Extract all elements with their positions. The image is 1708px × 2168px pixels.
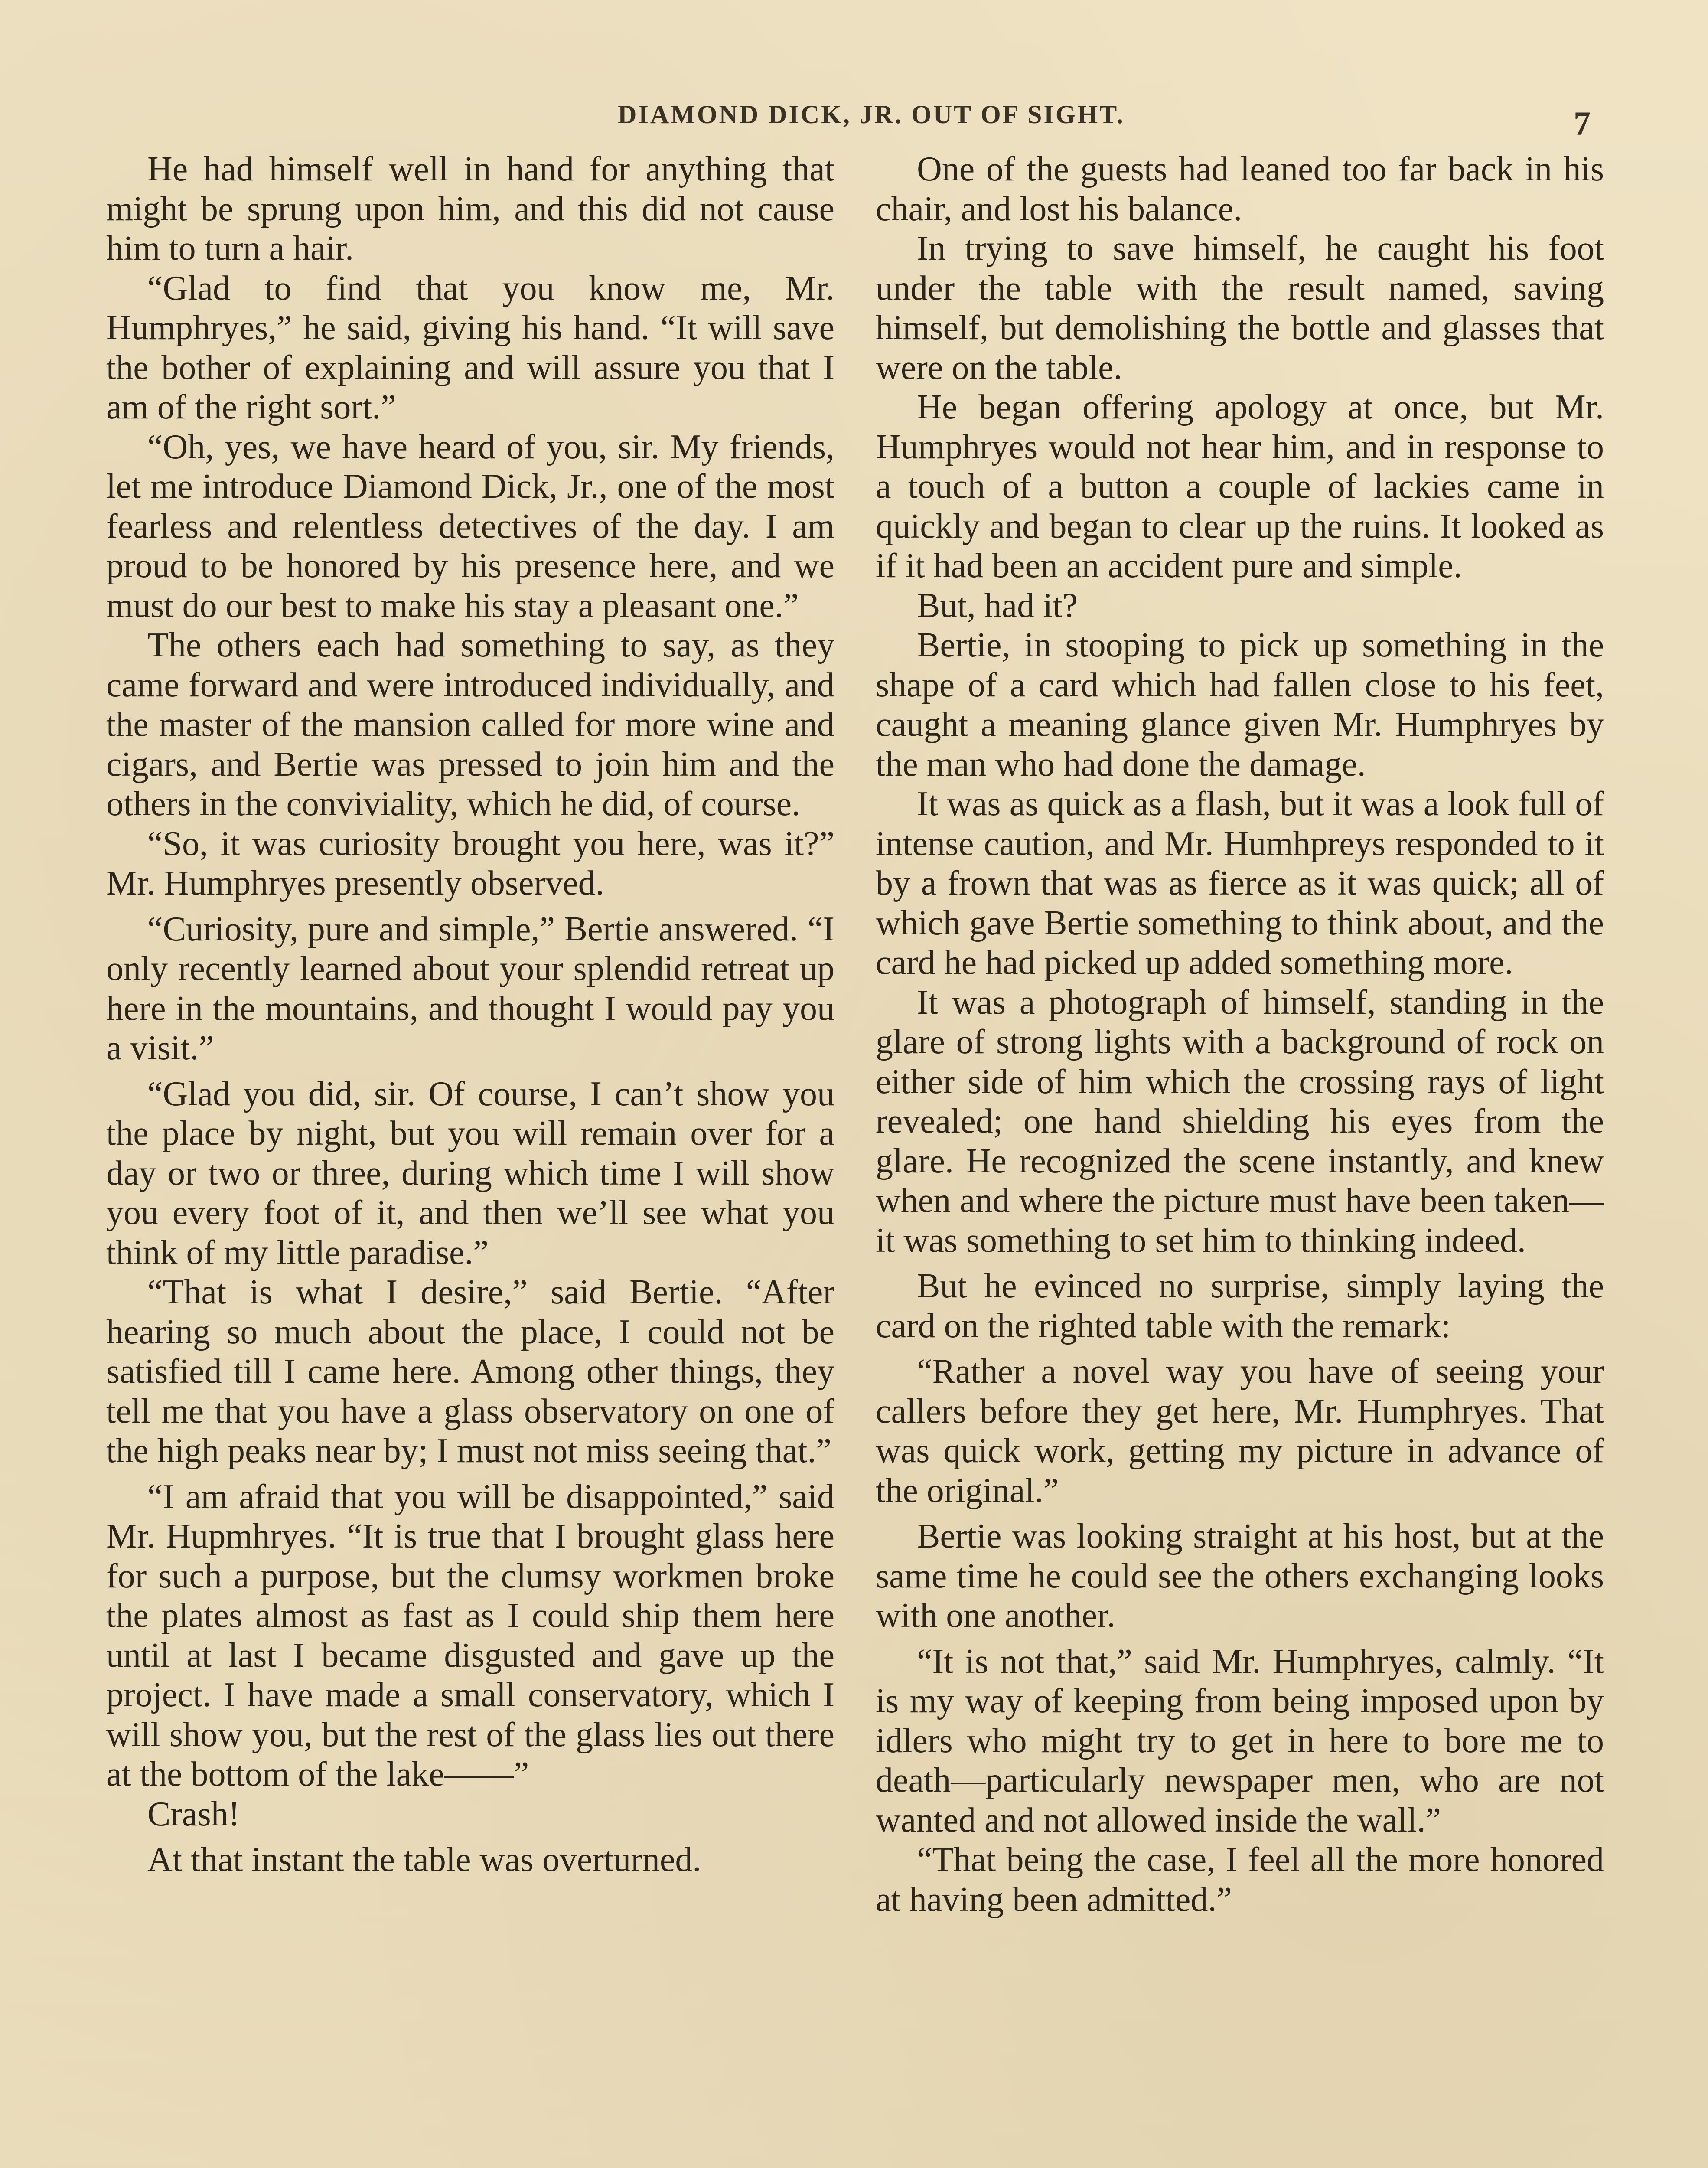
paragraph: “Rather a novel way you have of seeing your callers before they get here, Mr. Humphryes. That was quick work, getting my picture in advance of the original.” — [876, 1352, 1604, 1510]
paragraph: Bertie, in stooping to pick up something in the shape of a card which had fallen close to his feet, caught a meaning glance given Mr. Humphryes by the man who had done the damage. — [876, 626, 1604, 784]
paragraph: Bertie was looking straight at his host, but at the same time he could see the others exchanging looks with one another. — [876, 1517, 1604, 1635]
paragraph: Crash! — [147, 1795, 240, 1833]
paragraph: “That being the case, I feel all the more honored at having been admitted.” — [876, 1841, 1604, 1919]
paragraph: “I am afraid that you will be disappointed,” said Mr. Hupmhryes. “It is true that I brought glass here for such a purpose, but the clumsy workmen broke the plates almost as fast as I could ship them here until at last I became disgusted and gave up the project. I have made a small conservatory, which I will show you, but the rest of the glass lies out there at the bottom of the lake——” — [106, 1477, 834, 1793]
right-column — [876, 150, 1604, 1920]
paragraph: The others each had something to say, as they came forward and were introduced individually, and the master of the mansion called for more wine and cigars, and Bertie was pressed to join him and the others in the conviviality, which he did, of course. — [106, 626, 834, 823]
paragraph: He had himself well in hand for anything that might be sprung upon him, and this did not cause him to turn a hair. — [106, 150, 834, 268]
paragraph: “Oh, yes, we have heard of you, sir. My friends, let me introduce Diamond Dick, Jr., one of the most fearless and relentless detectives of the day. I am proud to be honored by his presence here, and we must do our best to make his stay a pleasant one.” — [106, 428, 834, 625]
paragraph: “Curiosity, pure and simple,” Bertie answered. “I only recently learned about your splendid retreat up here in the mountains, and thought I would pay you a visit.” — [106, 910, 834, 1067]
paragraph: But, had it? — [917, 586, 1078, 625]
paragraph: He began offering apology at once, but Mr. Humphryes would not hear him, and in response to a touch of a button a couple of lackies came in quickly and began to clear up the ruins. It looked as if it had been an accident pure and simple. — [876, 388, 1604, 585]
paragraph: “It is not that,” said Mr. Humphryes, calmly. “It is my way of keeping from being imposed upon by idlers who might try to get in here to bore me to death—particularly newspaper men, who are not wanted and not allowed inside the wall.” — [876, 1642, 1604, 1839]
paragraph: In trying to save himself, he caught his foot under the table with the result named, saving himself, but demolishing the bottle and glasses that were on the table. — [876, 229, 1604, 387]
paragraph: It was as quick as a flash, but it was a look full of intense caution, and Mr. Humhpreys responded to it by a frown that was as fierce as it was quick; all of which gave Bertie something to think about, and the card he had picked up added something more. — [876, 785, 1604, 982]
paragraph: “So, it was curiosity brought you here, was it?” Mr. Humphryes presently observed. — [106, 824, 834, 902]
paragraph: It was a photograph of himself, standing in the glare of strong lights with a background of rock on either side of him which the crossing rays of light revealed; one hand shielding his eyes from the glare. He recognized the scene instantly, and knew when and where the picture must have been taken—it was something to set him to thinking indeed. — [876, 983, 1604, 1260]
paragraph: “Glad you did, sir. Of course, I can’t show you the place by night, but you will remain over for a day or two or three, during which time I will show you every foot of it, and then we’ll see what you think of my little paradise.” — [106, 1074, 834, 1272]
paragraph: But he evinced no surprise, simply laying the card on the righted table with the remark: — [876, 1267, 1604, 1345]
page-number: 7 — [1574, 104, 1591, 142]
left-column — [106, 150, 834, 1880]
paragraph: “That is what I desire,” said Bertie. “After hearing so much about the place, I could not be satisfied till I came here. Among other things, they tell me that you have a glass observatory on one of the high peaks near by; I must not miss seeing that.” — [106, 1273, 834, 1470]
paragraph: One of the guests had leaned too far back in his chair, and lost his balance. — [876, 150, 1604, 228]
running-title: DIAMOND DICK, JR. OUT OF SIGHT. — [618, 100, 1125, 129]
paragraph: At that instant the table was overturned. — [147, 1841, 701, 1879]
paragraph: “Glad to find that you know me, Mr. Humphryes,” he said, giving his hand. “It will save the bother of explaining and will assure you that I am of the right sort.” — [106, 269, 834, 426]
